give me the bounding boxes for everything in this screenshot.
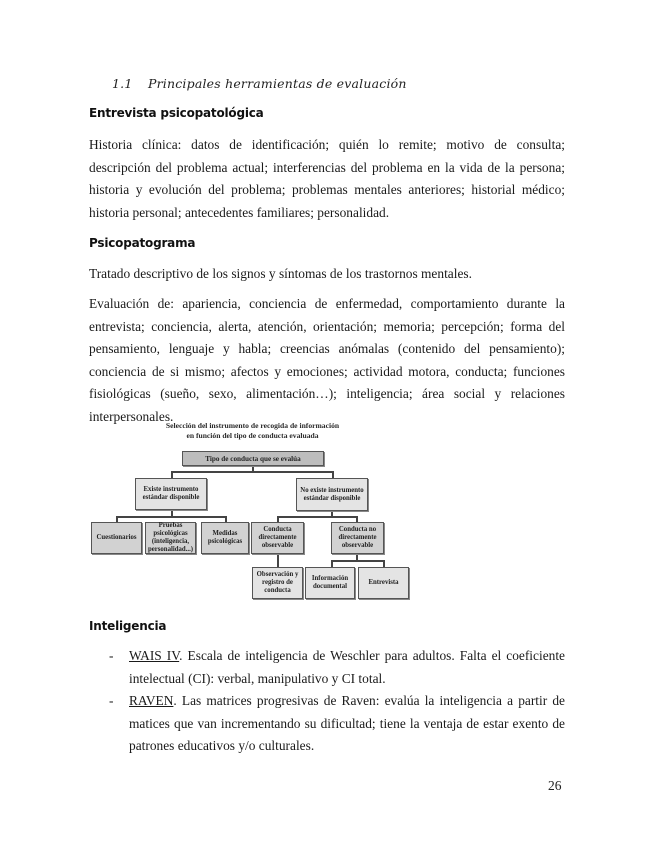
section-number: 1.1 (112, 76, 133, 91)
bullet-dash: - (109, 648, 114, 663)
list-item-raven (89, 690, 565, 758)
section-heading (112, 76, 407, 91)
diagram-node-entrevista: Entrevista (358, 567, 409, 599)
diagram-title-line2: en función del tipo de conducta evaluada (186, 431, 319, 440)
diagram-node-medidas: Medidas psicológicas (201, 522, 249, 554)
diagram-node-conducta-directa: Conducta directamente observable (251, 522, 304, 554)
diagram-node-observacion: Observación y registro de conducta (252, 567, 303, 599)
connector-line (277, 516, 357, 518)
connector-line (116, 516, 226, 518)
diagram-node-pruebas: Pruebas psicológicas (inteligencia, personalidad...) (145, 522, 196, 554)
bullet-dash: - (109, 693, 114, 709)
diagram-node-no-existe: No existe instrumento estándar disponible (296, 478, 368, 511)
diagram-node-cuestionarios: Cuestionarios (91, 522, 142, 554)
diagram-node-root: Tipo de conducta que se evalúa (182, 451, 324, 466)
diagram-title (145, 421, 360, 441)
connector-line (331, 560, 384, 562)
diagram-node-conducta-no-directa: Conducta no directamente observable (331, 522, 384, 554)
connector-line (331, 560, 333, 567)
psicopatograma-heading: Psicopatograma (89, 236, 196, 250)
connector-line (171, 471, 333, 473)
page-number: 26 (548, 778, 562, 793)
entrevista-heading: Entrevista psicopatológica (89, 106, 264, 120)
connector-line (383, 560, 385, 567)
psicopatograma-evaluation: Evaluación de: apariencia, conciencia de enfermedad, comportamiento durante la entrevista; conciencia, alerta, atención, orientación; memoria; percepción; forma del pensamiento, lenguaje y habla; creencias anómalas (contenido del pensamiento); conciencia de si mismo; afectos y emociones; actividad motora, conducta; funciones fisiológicas (sueño, sexo, alimentación…); inteligencia; área social y relaciones interpersonales. (89, 296, 565, 424)
term-wais: WAIS IV (129, 648, 180, 663)
inteligencia-heading: Inteligencia (89, 619, 167, 633)
diagram-node-informacion: Información documental (305, 567, 355, 599)
list-item-wais (89, 645, 565, 690)
inteligencia-list (89, 645, 565, 758)
entrevista-paragraph: Historia clínica: datos de identificación; quién lo remite; motivo de consulta; descripción del problema actual; interferencias del problema en la vida de la persona; historia y evolución del problema; problemas mentales anteriores; historial médico; historia personal; antecedentes familiares; personalidad. (89, 137, 565, 220)
connector-line (277, 554, 279, 567)
diagram-title-line1: Selección del instrumento de recogida de información (165, 421, 340, 430)
wais-description: . Escala de inteligencia de Weschler para adultos. Falta el coeficiente intelectual (CI): verbal, manipulativo y CI total. (129, 648, 565, 686)
term-raven: RAVEN (129, 693, 174, 709)
raven-description: . Las matrices progresivas de Raven: evalúa la inteligencia a partir de matices que van incrementando su dificultad; tiene la ventaja de estar exento de patrones educativos y/o culturales. (129, 693, 565, 754)
diagram-node-existe: Existe instrumento estándar disponible (135, 478, 207, 510)
section-title: Principales herramientas de evaluación (148, 76, 407, 91)
instrument-selection-diagram (85, 410, 475, 610)
psicopatograma-definition: Tratado descriptivo de los signos y síntomas de los trastornos mentales. (89, 266, 472, 281)
